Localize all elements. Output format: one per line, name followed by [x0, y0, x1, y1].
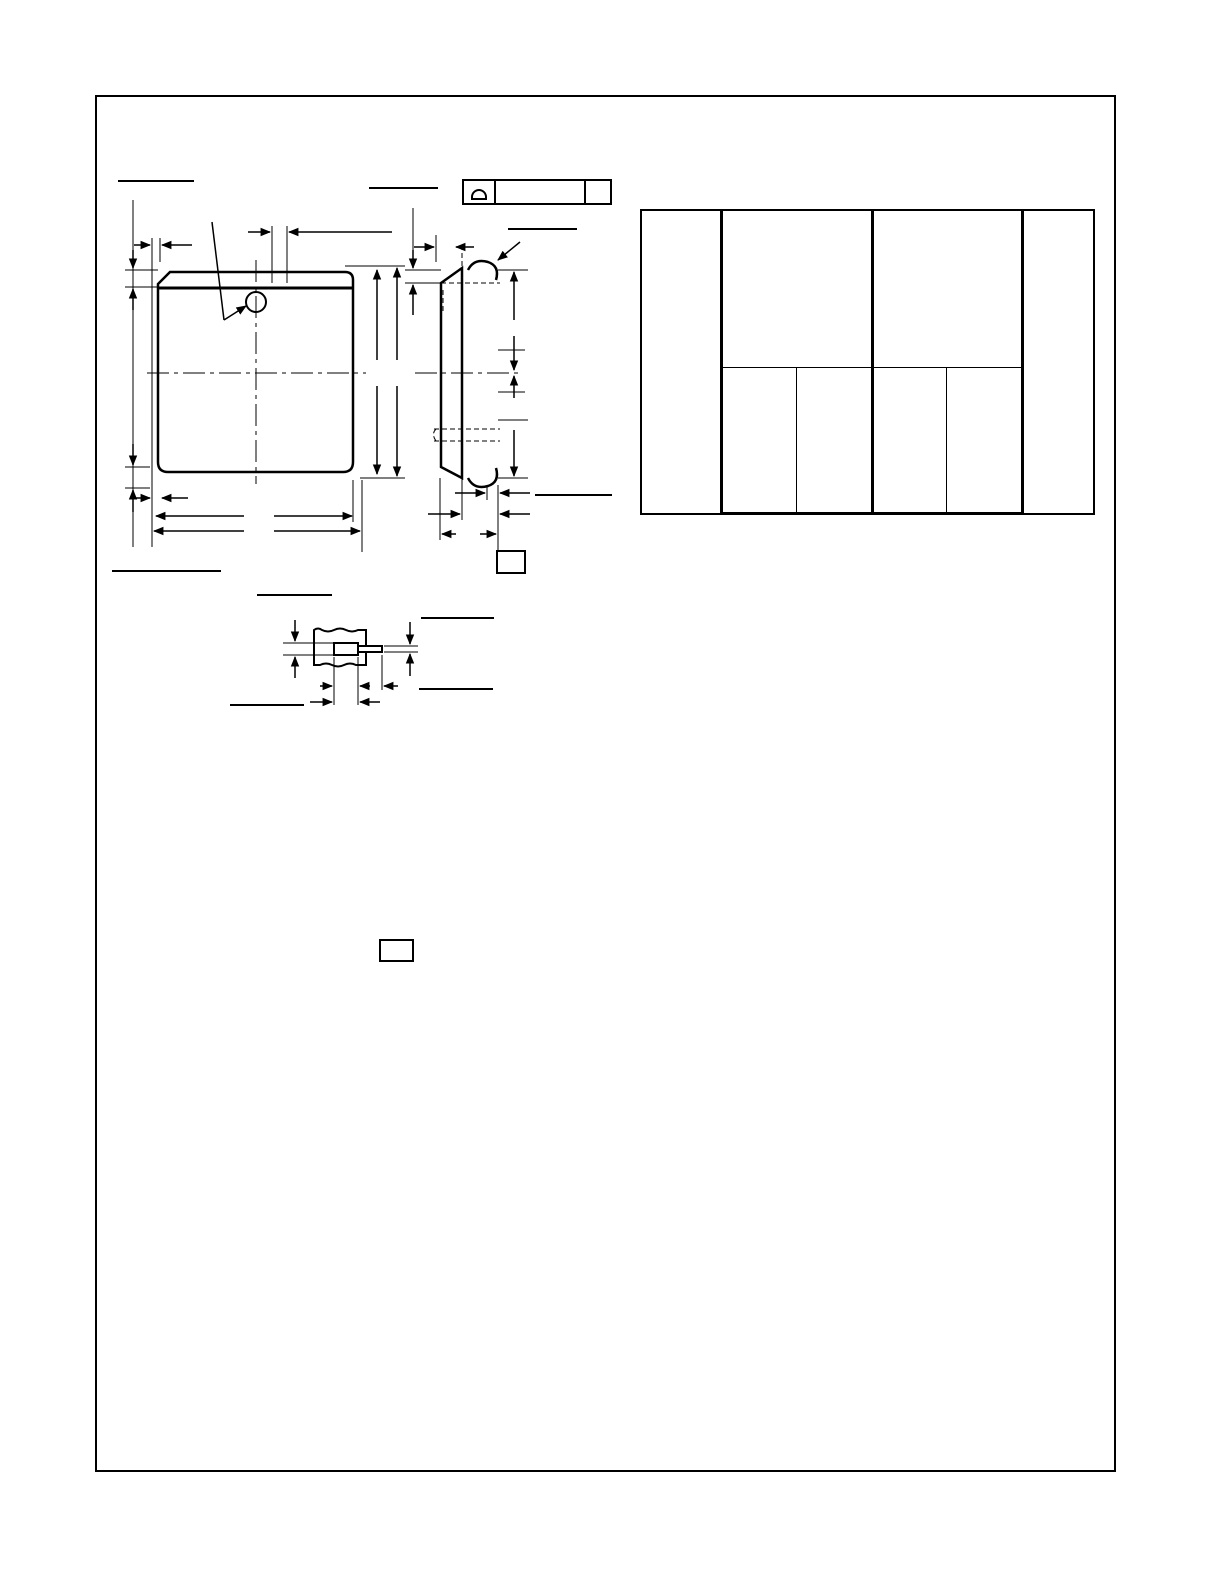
dimension-table — [640, 209, 1095, 515]
table-header-cell — [946, 367, 1022, 513]
table-header-cell — [872, 367, 946, 513]
lead-detail-view — [314, 629, 382, 667]
table-header-cell — [721, 367, 796, 513]
table-header-cell — [641, 210, 721, 514]
reference-box — [380, 940, 413, 961]
table-header-cell — [872, 210, 1022, 367]
table-header-cell — [796, 367, 872, 513]
datum-d-icon — [472, 190, 486, 199]
package-side-view — [441, 261, 497, 487]
datum-box-icon — [497, 551, 525, 573]
table-header-cell — [1022, 210, 1094, 514]
table-header-cell — [721, 210, 872, 367]
table-header-row — [641, 210, 1094, 367]
